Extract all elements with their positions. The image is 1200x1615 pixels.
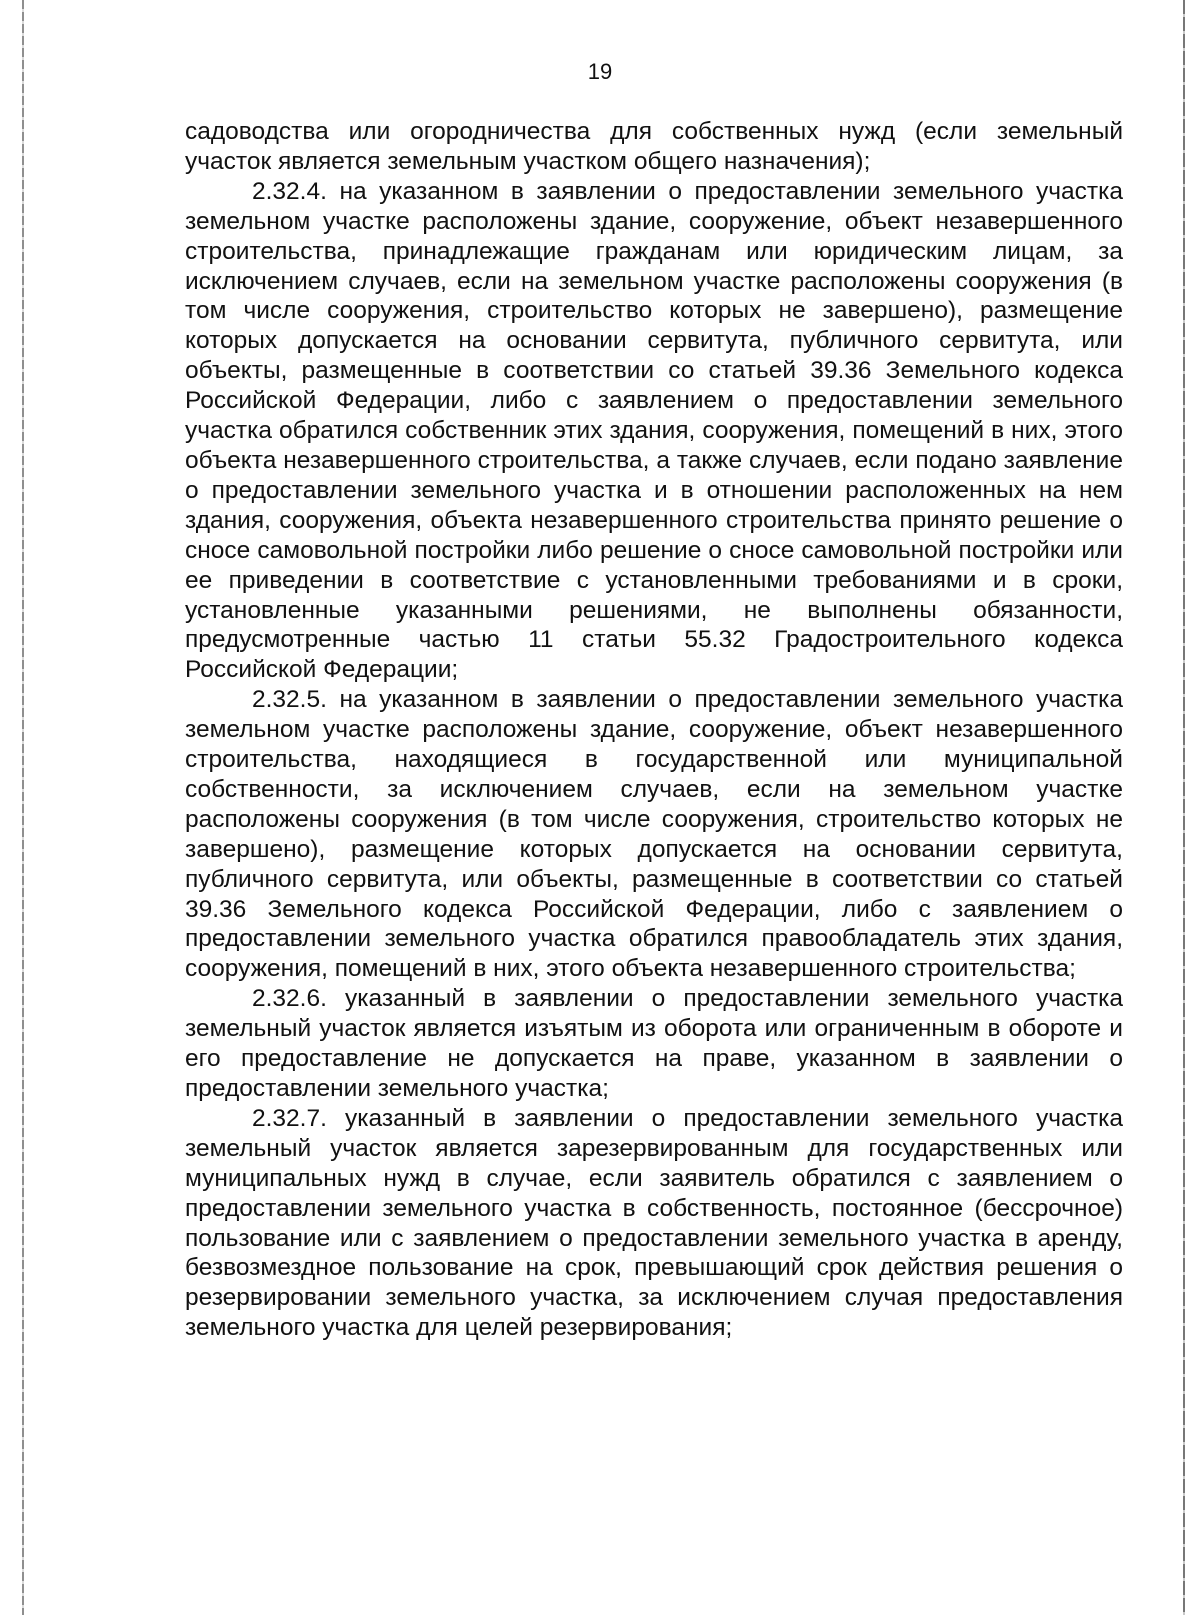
page-number: 19 [587, 59, 613, 84]
paragraph-2-32-7: 2.32.7. указанный в заявлении о предоставлении земельного участка земельный участок является зарезервированным для государственных или муниципальных нужд в случае, если заявитель обратился с заявлением о предоставлении земельного участка в собственность, постоянное (бессрочное) пользование или с заявлением о предоставлении земельного участка в аренду, безвозмездное пользование на срок, превышающий срок действия решения о резервировании земельного участка, за исключением случая предоставления земельного участка для целей резервирования; [185, 1104, 1123, 1342]
paragraph-2-32-4: 2.32.4. на указанном в заявлении о предоставлении земельного участка земельном участке расположены здание, сооружение, объект незавершенного строительства, принадлежащие гражданам или юридическим лицам, за исключением случаев, если на земельном участке расположены сооружения (в том числе сооружения, строительство которых не завершено), размещение которых допускается на основании сервитута, публичного сервитута, или объекты, размещенные в соответствии со статьей 39.36 Земельного кодекса Российской Федерации, либо с заявлением о предоставлении земельного участка обратился собственник этих здания, сооружения, помещений в них, этого объекта незавершенного строительства, а также случаев, если подано заявление о предоставлении земельного участка и в отношении расположенных на нем здания, сооружения, объекта незавершенного строительства принято решение о сносе самовольной постройки либо решение о сносе самовольной постройки или ее приведении в соответствие с установленными требованиями и в сроки, установленные указанными решениями, не выполнены обязанности, предусмотренные частью 11 статьи 55.32 Градостроительного кодекса Российской Федерации; [185, 177, 1123, 684]
paragraph-continuation: садоводства или огородничества для собственных нужд (если земельный участок является земельным участком общего назначения); [185, 118, 1123, 175]
scan-edge-left [22, 0, 24, 1615]
paragraph-2-32-6: 2.32.6. указанный в заявлении о предоставлении земельного участка земельный участок является изъятым из оборота или ограниченным в обороте и его предоставление не допускается на праве, указанном в заявлении о предоставлении земельного участка; [185, 985, 1123, 1102]
paragraph-2-32-5: 2.32.5. на указанном в заявлении о предоставлении земельного участка земельном участке расположены здание, сооружение, объект незавершенного строительства, находящиеся в государственной или муниципальной собственности, за исключением случаев, если на земельном участке расположены сооружения (в том числе сооружения, строительство которых не завершено), размещение которых допускается на основании сервитута, публичного сервитута, или объекты, размещенные в соответствии со статьей 39.36 Земельного кодекса Российской Федерации, либо с заявлением о предоставлении земельного участка обратился правообладатель этих здания, сооружения, помещений в них, этого объекта незавершенного строительства; [185, 686, 1123, 983]
document-body [185, 117, 1123, 1343]
scan-edge-right [1183, 0, 1185, 1615]
